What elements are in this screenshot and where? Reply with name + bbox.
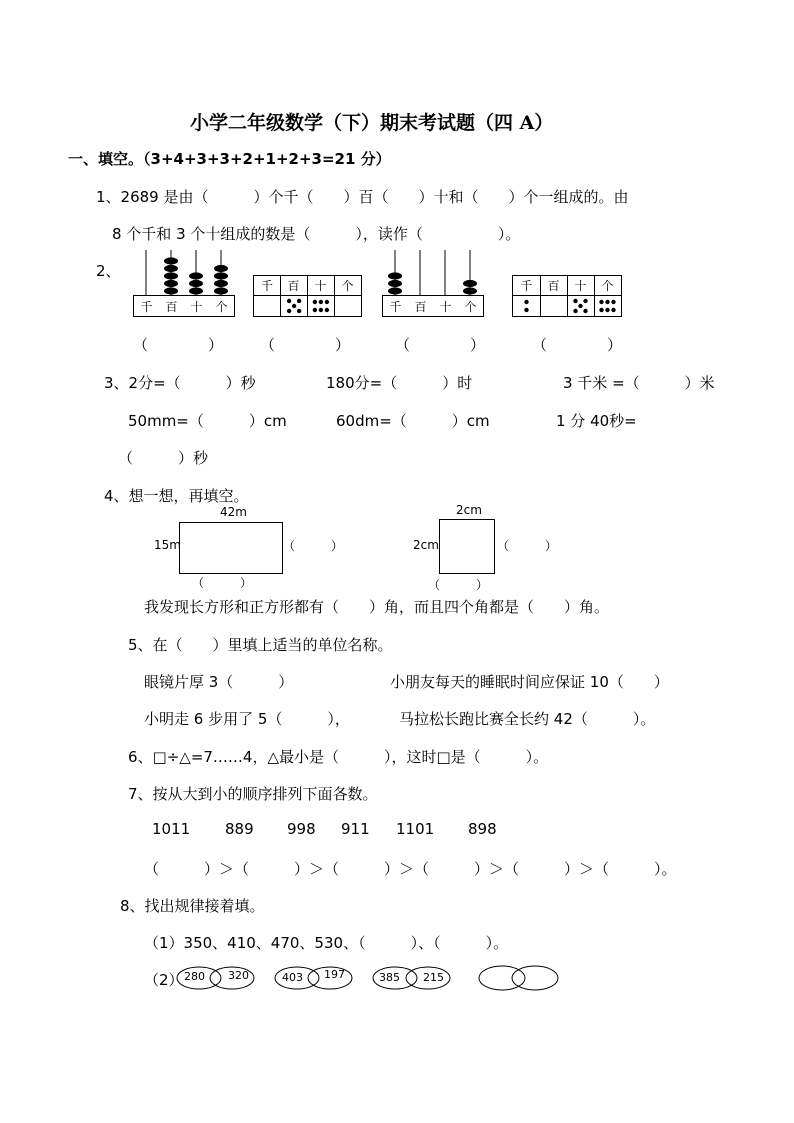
q2-answer-2[interactable]: （ ） (260, 336, 351, 354)
chart-2-label-hundreds: 百 (547, 279, 560, 293)
abacus-1-label-thousands: 千 (140, 299, 153, 314)
chart-1-dot (297, 309, 301, 313)
question-1-line-1: 1、2689 是由（ ）个千（ ）百（ ）十和（ ）个一组成的。由 (96, 188, 629, 206)
chart-1-label-ones: 个 (341, 279, 354, 293)
q8-sub-2-label: （2） (144, 971, 184, 989)
q3-item-e: 60dm=（ ）cm (336, 412, 490, 430)
abacus-2-bead (388, 272, 402, 279)
q4-heading: 4、想一想，再填空。 (104, 487, 249, 505)
abacus-1-rods (133, 248, 235, 296)
abacus-1-label-tens: 十 (190, 299, 203, 314)
venn-pair-1-left: 280 (184, 970, 205, 983)
abacus-1-bead (214, 265, 228, 272)
chart-1-dot (292, 304, 296, 308)
chart-2-dot (578, 304, 582, 308)
chart-2-dots (513, 296, 621, 316)
section-heading: 一、填空。（3+4+3+3+2+1+2+3=21 分） (68, 150, 391, 168)
chart-2-dot (524, 300, 528, 304)
abacus-2-bead (388, 280, 402, 287)
abacus-2-label-thousands: 千 (389, 299, 402, 314)
q3-item-f: 1 分 40秒= (556, 412, 637, 430)
chart-2-label-tens: 十 (574, 279, 587, 293)
chart-2-dot (605, 308, 609, 312)
abacus-1 (133, 248, 235, 318)
chart-2-dot (573, 299, 577, 303)
page-title: 小学二年级数学（下）期末考试题（四 A） (190, 112, 554, 134)
chart-2-dot (611, 300, 615, 304)
venn-pair-2-left: 403 (282, 971, 303, 984)
chart-2-dot (599, 300, 603, 304)
q6-text: 6、□÷△=7……4，△最小是（ ），这时□是（ ）。 (128, 748, 549, 766)
rectangle-shape (179, 522, 283, 574)
abacus-2-label-ones: 个 (464, 299, 477, 314)
venn-pair-1 (176, 965, 256, 991)
rect-bottom-paren[interactable]: （ ） (192, 576, 253, 590)
q5-item-a: 眼镜片厚 3（ ） (144, 673, 294, 691)
chart-2-dot (573, 309, 577, 313)
q4-sentence: 我发现长方形和正方形都有（ ）角，而且四个角都是（ ）角。 (144, 598, 610, 616)
venn-pair-4-ellipses (478, 965, 560, 991)
abacus-2-label-tens: 十 (439, 299, 452, 314)
abacus-2-rods (382, 248, 484, 296)
chart-1-dot (325, 308, 329, 312)
q8-sub-1: （1）350、410、470、530、（ ）、（ ）。 (144, 934, 509, 952)
square-top-label: 2cm (456, 503, 482, 517)
abacus-1-bead (214, 272, 228, 279)
chart-1-dot (287, 309, 291, 313)
square-bottom-paren[interactable]: （ ） (428, 578, 489, 592)
chart-1-dots (254, 296, 361, 316)
question-2-label: 2、 (96, 262, 121, 280)
chart-2-label-ones: 个 (601, 279, 614, 293)
q3-item-d: 50mm=（ ）cm (128, 412, 287, 430)
q7-number-6: 898 (468, 820, 497, 838)
abacus-1-bead (189, 272, 203, 279)
rect-right-paren[interactable]: （ ） (283, 539, 344, 553)
q7-number-5: 1101 (396, 820, 435, 838)
abacus-1-bead (164, 280, 178, 287)
venn-pair-4[interactable] (478, 965, 560, 991)
q7-answer-line: （ ）＞（ ）＞（ ）＞（ ）＞（ ）＞（ ）。 (144, 860, 677, 878)
q7-number-4: 911 (341, 820, 370, 838)
abacus-2-label-hundreds: 百 (414, 299, 427, 314)
chart-1-dot (319, 300, 323, 304)
q5-item-c: 小明走 6 步用了 5（ ）， (144, 710, 350, 728)
chart-1-label-tens: 十 (314, 279, 327, 293)
chart-1-label-thousands: 千 (260, 279, 273, 293)
abacus-2-bead (463, 287, 477, 294)
place-value-chart-2 (512, 275, 622, 317)
venn-pair-3-left: 385 (379, 971, 400, 984)
q7-number-3: 998 (287, 820, 316, 838)
square-right-paren[interactable]: （ ） (497, 539, 558, 553)
square-shape (439, 519, 495, 574)
chart-1-dot (325, 300, 329, 304)
chart-1-dot (313, 300, 317, 304)
chart-2-dot (583, 299, 587, 303)
abacus-2-bead (388, 287, 402, 294)
q2-answer-4[interactable]: （ ） (532, 336, 623, 354)
q3-item-a: 3、2分=（ ）秒 (104, 374, 256, 392)
abacus-1-bead (214, 287, 228, 294)
abacus-1-bead (164, 272, 178, 279)
abacus-2 (382, 248, 484, 318)
chart-1-label-hundreds: 百 (287, 279, 300, 293)
chart-1-dot (313, 308, 317, 312)
q7-number-1: 1011 (152, 820, 191, 838)
abacus-1-bead (189, 280, 203, 287)
q3-item-g: （ ）秒 (118, 449, 209, 467)
abacus-1-bead (189, 287, 203, 294)
abacus-1-label-hundreds: 百 (165, 299, 178, 314)
q2-answer-1[interactable]: （ ） (133, 336, 224, 354)
abacus-1-bead (164, 265, 178, 272)
chart-1-dot (297, 299, 301, 303)
q5-item-d: 马拉松长跑比赛全长约 42（ ）。 (399, 710, 656, 728)
q2-answer-3[interactable]: （ ） (395, 336, 486, 354)
chart-1-dot (319, 308, 323, 312)
chart-2-dot (583, 309, 587, 313)
square-left-label: 2cm (413, 538, 439, 552)
rect-left-label: 15m (154, 538, 181, 552)
chart-2-label-thousands: 千 (520, 279, 533, 293)
chart-2-dot (611, 308, 615, 312)
abacus-1-label-ones: 个 (215, 299, 228, 314)
question-1-line-2: 8 个千和 3 个十组成的数是（ ），读作（ ）。 (112, 225, 521, 243)
q5-heading: 5、在（ ）里填上适当的单位名称。 (128, 636, 393, 654)
place-value-chart-1 (253, 275, 362, 317)
abacus-2-bead (463, 280, 477, 287)
chart-2-dot (599, 308, 603, 312)
venn-pair-3 (372, 965, 452, 991)
abacus-1-bead (214, 280, 228, 287)
q8-heading: 8、找出规律接着填。 (120, 897, 265, 915)
q5-item-b: 小朋友每天的睡眠时间应保证 10（ ） (390, 673, 669, 691)
chart-1-dot (287, 299, 291, 303)
chart-2-dot (605, 300, 609, 304)
venn-pair-2-right: 197 (324, 968, 345, 981)
q3-item-c: 3 千米 =（ ）米 (563, 374, 715, 392)
q7-heading: 7、按从大到小的顺序排列下面各数。 (128, 785, 378, 803)
venn-pair-1-right: 320 (228, 969, 249, 982)
venn-pair-2 (274, 965, 354, 991)
abacus-1-bead (164, 257, 178, 264)
chart-2-dot (524, 308, 528, 312)
q3-item-b: 180分=（ ）时 (326, 374, 473, 392)
venn-pair-3-right: 215 (423, 971, 444, 984)
q7-number-2: 889 (225, 820, 254, 838)
abacus-1-bead (164, 287, 178, 294)
rect-top-label: 42m (220, 505, 247, 519)
